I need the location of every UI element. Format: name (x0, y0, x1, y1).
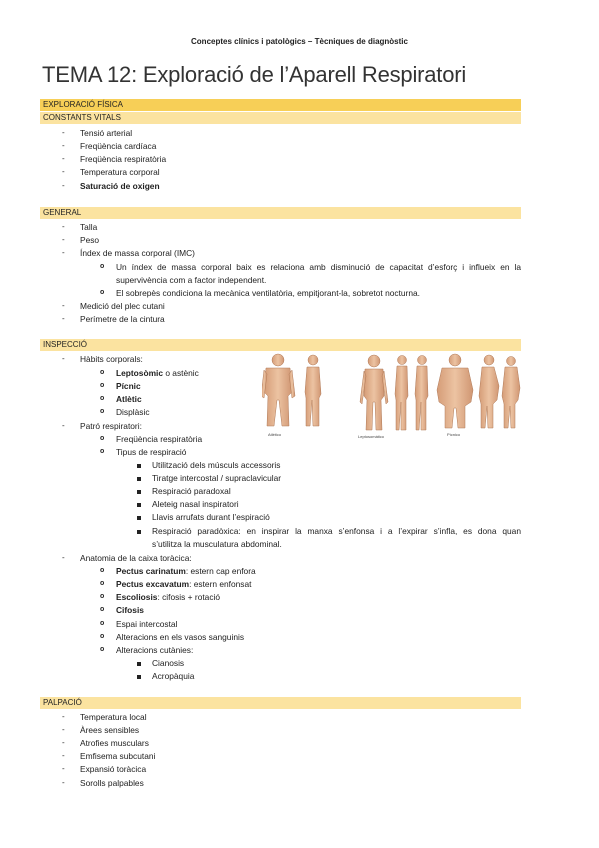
fig-label-leptosomatico: Leptosomático (358, 434, 385, 439)
list-item: Tiratge intercostal / supraclavicular (152, 473, 282, 483)
list-item: Atlètic (116, 394, 142, 404)
bullet-circle: o (100, 435, 105, 442)
bullet-square (137, 503, 141, 507)
bullet-dash: - (62, 751, 65, 760)
bullet-circle: o (100, 567, 105, 574)
list-item: Emfisema subcutani (80, 751, 156, 761)
list-item: Acropàquia (152, 671, 195, 681)
bullet-dash: - (62, 167, 65, 176)
list-item: Cifosis (116, 605, 144, 615)
list-item: Perímetre de la cintura (80, 314, 165, 324)
list-item: Expansió toràcica (80, 764, 147, 774)
page-header: Conceptes clínics i patològics – Tècniques de diagnòstic (191, 37, 408, 46)
section-exploracio: EXPLORACIÓ FÍSICA (40, 99, 521, 111)
bullet-circle: o (100, 606, 105, 613)
pycnic-figure-front (437, 354, 473, 428)
athletic-figure-front (262, 354, 295, 426)
athletic-figure-side (305, 355, 321, 426)
page-title: TEMA 12: Exploració de l’Aparell Respiratori (42, 62, 467, 87)
list-item (116, 367, 199, 379)
bullet-circle: o (100, 646, 105, 653)
bullet-dash: - (62, 553, 65, 562)
list-item: Hàbits corporals: (80, 354, 143, 364)
list-item: Respiració paradòxica: en inspirar la manxa s’enfonsa i a l’expirar s’infla, es dona quan (152, 526, 521, 536)
body-types-illustration (262, 352, 522, 442)
bullet-square (137, 530, 141, 534)
list-item: Tensió arterial (80, 128, 133, 138)
list-item: Pícnic (116, 381, 141, 391)
bullet-circle: o (100, 369, 105, 376)
bullet-square (137, 490, 141, 494)
list-item: Freqüència respiratòria (116, 434, 203, 444)
list-item: Respiració paradoxal (152, 486, 231, 496)
list-item (116, 565, 256, 577)
term-bold: Leptosòmic (116, 368, 163, 378)
bullet-circle: o (100, 448, 105, 455)
bullet-dash: - (62, 235, 65, 244)
list-item: Espai intercostal (116, 619, 178, 629)
list-item: Medició del plec cutani (80, 301, 165, 311)
list-item: Un índex de massa corporal baix es relaciona amb disminució de capacitat d’esforç i influeix en la (116, 262, 521, 272)
term-rest: o astènic (163, 368, 199, 378)
list-item: Àrees sensibles (80, 725, 140, 735)
bullet-dash: - (62, 128, 65, 137)
leptosomic-figure-back (415, 356, 428, 431)
list-item: supervivència com a factor independent. (116, 275, 267, 285)
term-bold: Pectus carinatum (116, 566, 186, 576)
list-item: Tipus de respiració (116, 447, 187, 457)
term-rest: : cifosis + rotació (157, 592, 221, 602)
bullet-dash: - (62, 421, 65, 430)
bullet-dash: - (62, 154, 65, 163)
list-item: Cianosis (152, 658, 185, 668)
bullet-dash: - (62, 181, 65, 190)
section-inspeccio: INSPECCIÓ (40, 339, 521, 351)
list-item: Temperatura local (80, 712, 147, 722)
list-item: Displàsic (116, 407, 150, 417)
term-rest: : estern cap enfora (185, 566, 256, 576)
term-rest: : estern enfonsat (189, 579, 252, 589)
bullet-circle: o (100, 408, 105, 415)
section-general: GENERAL (40, 207, 521, 219)
bullet-dash: - (62, 712, 65, 721)
list-item: Llavis arrufats durant l’espiració (152, 512, 270, 522)
list-item: Índex de massa corporal (IMC) (80, 248, 195, 258)
bullet-dash: - (62, 248, 65, 257)
bullet-square (137, 675, 141, 679)
list-item: Alteracions cutànies: (116, 645, 194, 655)
bullet-circle: o (100, 263, 105, 270)
bullet-square (137, 662, 141, 666)
bullet-dash: - (62, 354, 65, 363)
list-item: Peso (80, 235, 100, 245)
term-bold: Escoliosis (116, 592, 158, 602)
bullet-dash: - (62, 222, 65, 231)
list-item: Freqüència cardíaca (80, 141, 157, 151)
bullet-square (137, 516, 141, 520)
list-item: El sobrepès condiciona la mecànica ventilatòria, empitjorant-la, sobretot nocturna. (116, 288, 420, 298)
bullet-square (137, 477, 141, 481)
list-item: Temperatura corporal (80, 167, 160, 177)
bullet-dash: - (62, 725, 65, 734)
bullet-dash: - (62, 141, 65, 150)
list-item: Sorolls palpables (80, 778, 144, 788)
bullet-square (137, 464, 141, 468)
bullet-circle: o (100, 395, 105, 402)
list-item: Alteracions en els vasos sanguinis (116, 632, 245, 642)
bullet-circle: o (100, 593, 105, 600)
list-item: Anatomia de la caixa toràcica: (80, 553, 192, 563)
list-item: Talla (80, 222, 98, 232)
list-item: Utilització dels músculs accessoris (152, 460, 281, 470)
bullet-dash: - (62, 738, 65, 747)
bullet-dash: - (62, 764, 65, 773)
bullet-dash: - (62, 301, 65, 310)
bullet-circle: o (100, 580, 105, 587)
leptosomic-figure-side (395, 356, 408, 431)
section-constants: CONSTANTS VITALS (40, 112, 521, 124)
section-palpacio: PALPACIÓ (40, 697, 521, 709)
bullet-dash: - (62, 314, 65, 323)
list-item: Saturació de oxigen (80, 181, 160, 191)
bullet-circle: o (100, 633, 105, 640)
term-bold: Pectus excavatum (116, 579, 190, 589)
list-item: s’utilitza la musculatura abdominal. (152, 539, 282, 549)
bullet-dash: - (62, 778, 65, 787)
list-item (116, 591, 220, 603)
list-item: Patró respiratori: (80, 421, 142, 431)
pycnic-figure-side (479, 355, 499, 428)
bullet-circle: o (100, 382, 105, 389)
bullet-circle: o (100, 620, 105, 627)
leptosomic-figure-front (360, 355, 388, 430)
list-item: Aleteig nasal inspiratori (152, 499, 239, 509)
fig-label-picnico: Pícnico (447, 432, 461, 437)
list-item: Atrofies musculars (80, 738, 149, 748)
bullet-circle: o (100, 289, 105, 296)
pycnic-figure-back (502, 357, 520, 429)
fig-label-atletico: Atlético (268, 432, 282, 437)
list-item (116, 578, 251, 590)
list-item: Freqüència respiratòria (80, 154, 167, 164)
